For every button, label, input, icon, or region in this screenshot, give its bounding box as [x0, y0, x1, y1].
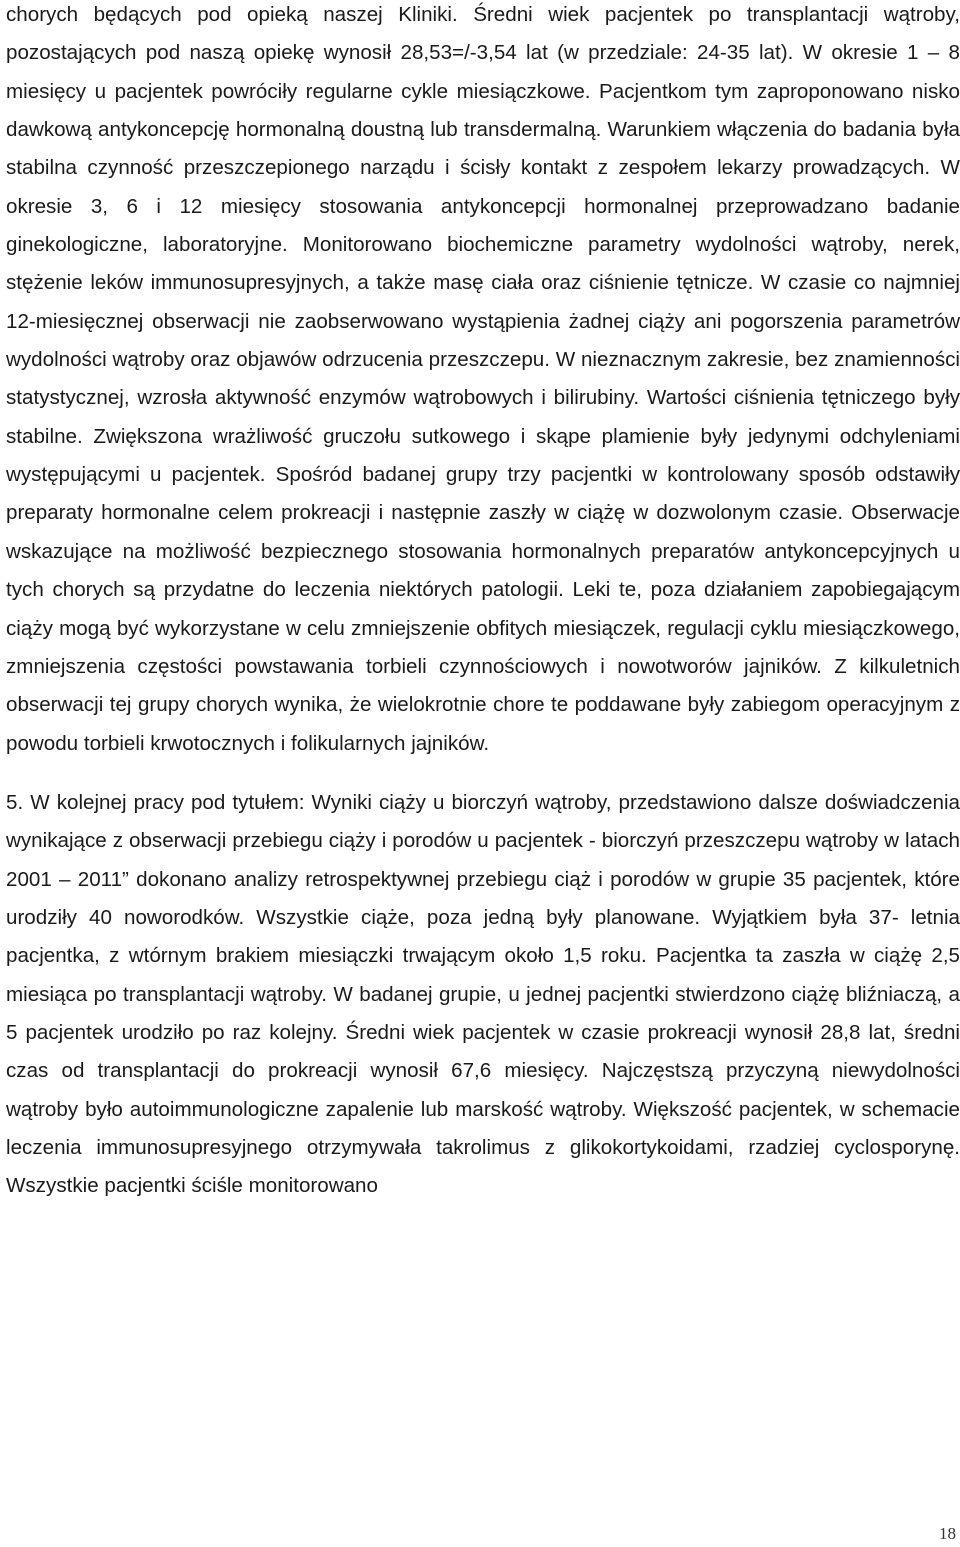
- paragraph-continuation: chorych będących pod opieką naszej Kliniki. Średni wiek pacjentek po transplantacji wątroby, pozostających pod naszą opiekę wynosił 28,53=/-3,54 lat (w przedziale: 24-35 lat). W okresie 1 – 8 miesięcy u pacjentek powróciły regularne cykle miesiączkowe. Pacjentkom tym zaproponowano nisko dawkową antykoncepcję hormonalną doustną lub transdermalną. Warunkiem włączenia do badania była stabilna czynność przeszczepionego narządu i ścisły kontakt z zespołem lekarzy prowadzących. W okresie 3, 6 i 12 miesięcy stosowania antykoncepcji hormonalnej przeprowadzano badanie ginekologiczne, laboratoryjne. Monitorowano biochemiczne parametry wydolności wątroby, nerek, stężenie leków immunosupresyjnych, a także masę ciała oraz ciśnienie tętnicze. W czasie co najmniej 12-miesięcznej obserwacji nie zaobserwowano wystąpienia żadnej ciąży ani pogorszenia parametrów wydolności wątroby oraz objawów odrzucenia przeszczepu. W nieznacznym zakresie, bez znamienności statystycznej, wzrosła aktywność enzymów wątrobowych i bilirubiny. Wartości ciśnienia tętniczego były stabilne. Zwiększona wrażliwość gruczołu sutkowego i skąpe plamienie były jedynymi odchyleniami występującymi u pacjentek. Spośród badanej grupy trzy pacjentki w kontrolowany sposób odstawiły preparaty hormonalne celem prokreacji i następnie zaszły w ciążę w dozwolonym czasie. Obserwacje wskazujące na możliwość bezpiecznego stosowania hormonalnych preparatów antykoncepcyjnych u tych chorych są przydatne do leczenia niektórych patologii. Leki te, poza działaniem zapobiegającym ciąży mogą być wykorzystane w celu zmniejszenie obfitych miesiączek, regulacji cyklu miesiączkowego, zmniejszenia częstości powstawania torbieli czynnościowych i nowotworów jajników. Z kilkuletnich obserwacji tej grupy chorych wynika, że wielokrotnie chore te poddawane były zabiegom operacyjnym z powodu torbieli krwotocznych i folikularnych jajników.: [6, 3, 960, 755]
- document-page: [6, 0, 960, 1547]
- page-number: 18: [939, 1524, 956, 1543]
- paragraph-item-5: 5. W kolejnej pracy pod tytułem: Wyniki ciąży u biorczyń wątroby, przedstawiono dalsze doświadczenia wynikające z obserwacji przebiegu ciąży i porodów u pacjentek - biorczyń przeszczepu wątroby w latach 2001 – 2011” dokonano analizy retrospektywnej przebiegu ciąż i porodów w grupie 35 pacjentek, które urodziły 40 noworodków. Wszystkie ciąże, poza jedną były planowane. Wyjątkiem była 37- letnia pacjentka, z wtórnym brakiem miesiączki trwającym około 1,5 roku. Pacjentka ta zaszła w ciążę 2,5 miesiąca po transplantacji wątroby. W badanej grupie, u jednej pacjentki stwierdzono ciążę bliźniaczą, a 5 pacjentek urodziło po raz kolejny. Średni wiek pacjentek w czasie prokreacji wynosił 28,8 lat, średni czas od transplantacji do prokreacji wynosił 67,6 miesięcy. Najczęstszą przyczyną niewydolności wątroby było autoimmunologiczne zapalenie lub marskość wątroby. Większość pacjentek, w schemacie leczenia immunosupresyjnego otrzymywała takrolimus z glikokortykoidami, rzadziej cyclosporynę. Wszystkie pacjentki ściśle monitorowano: [6, 790, 960, 1198]
